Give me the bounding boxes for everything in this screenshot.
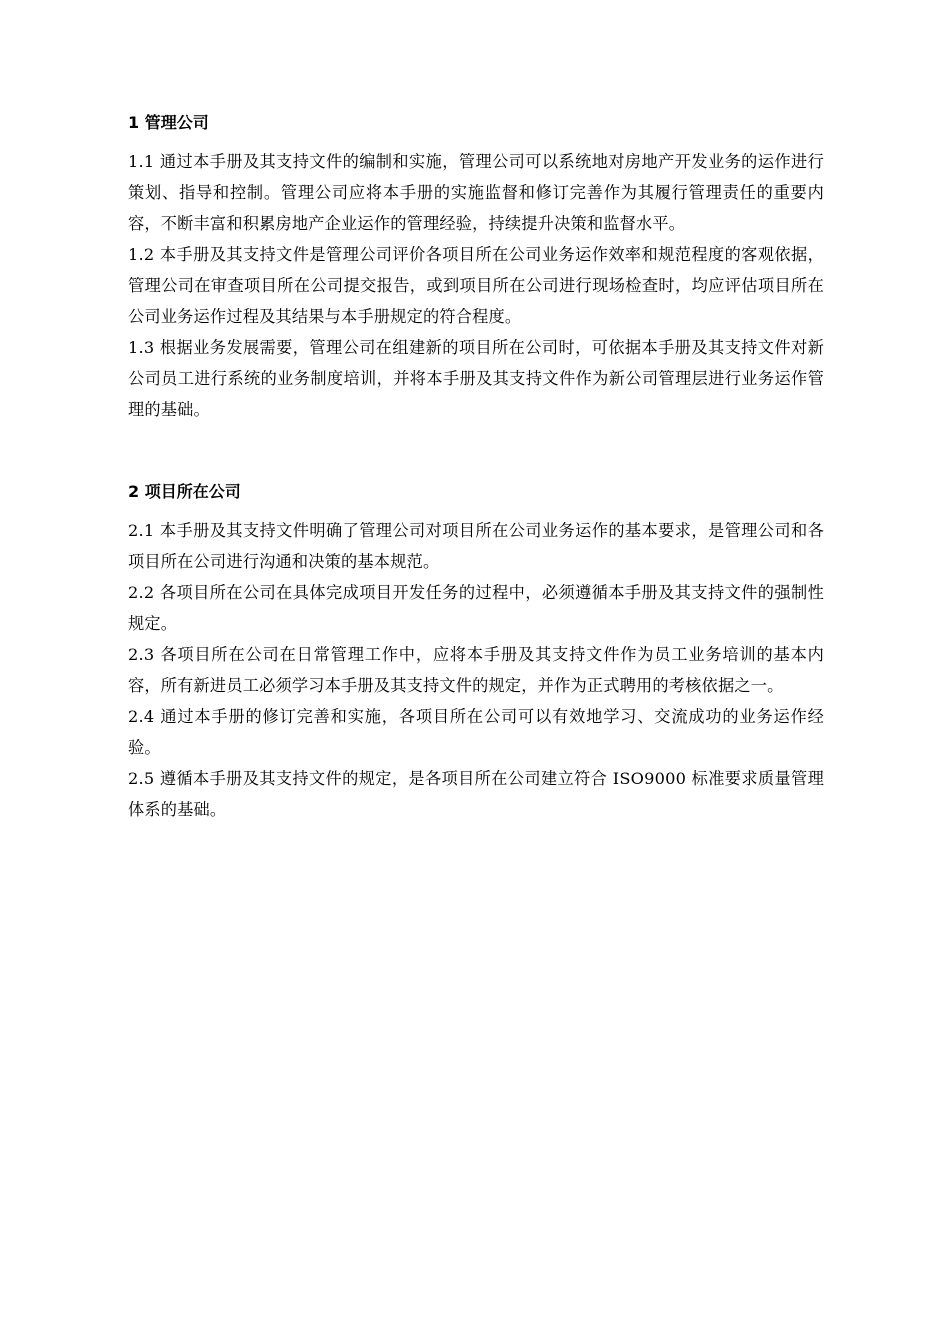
section-heading: 1 管理公司: [128, 113, 209, 132]
paragraph: 2.4 通过本手册的修订完善和实施，各项目所在公司可以有效地学习、交流成功的业务运作经验。: [128, 707, 824, 757]
document-page: [128, 100, 824, 825]
paragraph: 2.3 各项目所在公司在日常管理工作中，应将本手册及其支持文件作为员工业务培训的基本内容，所有新进员工必须学习本手册及其支持文件的规定，并作为正式聘用的考核依据之一。: [128, 645, 824, 695]
paragraph: 2.5 遵循本手册及其支持文件的规定，是各项目所在公司建立符合 ISO9000 标准要求质量管理体系的基础。: [128, 769, 824, 819]
paragraph: 1.2 本手册及其支持文件是管理公司评价各项目所在公司业务运作效率和规范程度的客观依据，管理公司在审查项目所在公司提交报告，或到项目所在公司进行现场检查时，均应评估项目所在公司业务运作过程及其结果与本手册规定的符合程度。: [128, 245, 824, 326]
paragraph: 2.1 本手册及其支持文件明确了管理公司对项目所在公司业务运作的基本要求，是管理公司和各项目所在公司进行沟通和决策的基本规范。: [128, 521, 824, 571]
paragraph: 1.3 根据业务发展需要，管理公司在组建新的项目所在公司时，可依据本手册及其支持文件对新公司员工进行系统的业务制度培训，并将本手册及其支持文件作为新公司管理层进行业务运作管理的基础。: [128, 338, 824, 419]
section-heading: 2 项目所在公司: [128, 482, 241, 501]
section-project-company: [128, 469, 824, 825]
paragraph: 2.2 各项目所在公司在具体完成项目开发任务的过程中，必须遵循本手册及其支持文件的强制性规定。: [128, 583, 824, 633]
paragraph: 1.1 通过本手册及其支持文件的编制和实施，管理公司可以系统地对房地产开发业务的运作进行策划、指导和控制。管理公司应将本手册的实施监督和修订完善作为其履行管理责任的重要内容，不断丰富和积累房地产企业运作的管理经验，持续提升决策和监督水平。: [128, 152, 824, 233]
section-management-company: [128, 100, 824, 425]
